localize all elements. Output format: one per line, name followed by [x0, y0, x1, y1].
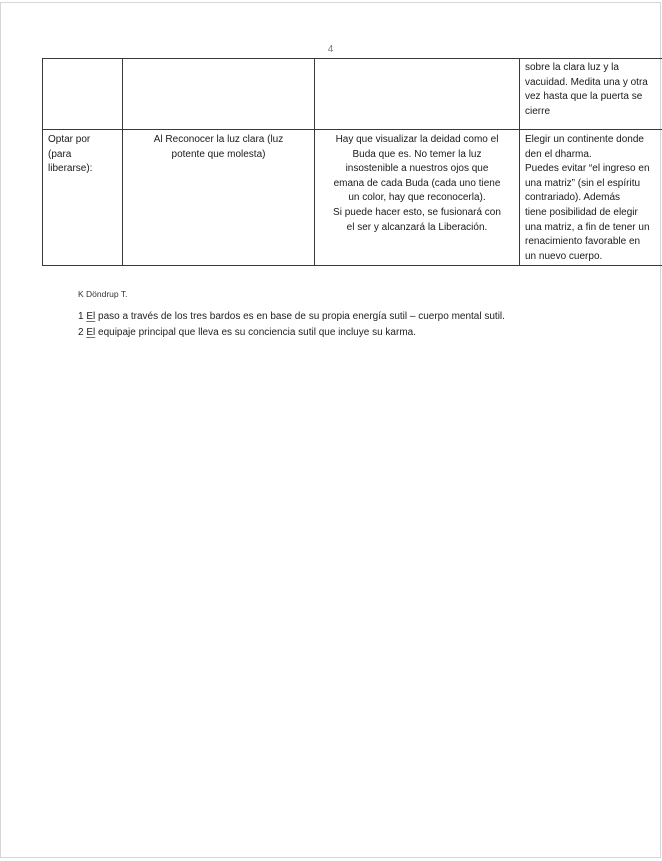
table-cell [315, 59, 520, 130]
cell-text-line: un color, hay que reconocerla). [348, 192, 486, 204]
footnote-number: 2 [78, 327, 84, 338]
cell-text-line: Optar por [48, 134, 91, 145]
cell-text-line: una matriz, a fin de tener un [525, 221, 650, 233]
cell-text-line: el ser y alcanzará la Liberación. [346, 221, 488, 233]
cell-text-line: Hay que visualizar la deidad como el [335, 134, 499, 145]
cell-text-line: vacuidad. Medita una y otra [525, 76, 648, 88]
cell-text-line: tiene posibilidad de elegir [525, 206, 638, 218]
table-row [43, 130, 662, 266]
table-cell [520, 59, 662, 130]
cell-text-line: renacimiento favorable en [525, 236, 641, 248]
table-cell [315, 130, 520, 266]
table-cell [43, 130, 123, 266]
footnote-text: equipaje principal que lleva es su conciencia sutil que incluye su karma. [95, 327, 416, 338]
table-cell [123, 59, 315, 130]
cell-text-line: vez hasta que la puerta se [525, 91, 643, 103]
footnote-number: 1 [78, 311, 84, 322]
cell-text-line: Al Reconocer la luz clara (luz [153, 134, 284, 145]
proofing-marked-word[interactable]: El [86, 327, 96, 338]
cell-text-line: den el dharma. [525, 148, 592, 160]
table-cell [520, 130, 662, 266]
footnote-text: paso a través de los tres bardos es en base de su propia energía sutil – cuerpo mental sutil. [95, 311, 505, 322]
cell-text-line: (para [48, 148, 72, 160]
cell-text-line: cierre [525, 105, 551, 117]
cell-text-line: contrariado). Además [525, 192, 621, 204]
cell-text-line: Si puede hacer esto, se fusionará con [333, 206, 501, 218]
cell-text-line: un nuevo cuerpo. [525, 250, 603, 262]
table-cell [123, 130, 315, 266]
footnote-2 [78, 327, 416, 338]
table-cell [43, 59, 123, 130]
page-number: 4 [327, 44, 334, 55]
cell-text-line: Buda que es. No temer la luz [352, 148, 482, 160]
cell-text-line: sobre la clara luz y la [525, 62, 619, 73]
cell-text-line: Elegir un continente donde [525, 134, 644, 145]
content-table [42, 58, 662, 266]
cell-text-line: potente que molesta) [171, 148, 266, 160]
cell-text-line: Puedes evitar “el ingreso en [525, 163, 650, 175]
footnote-1 [78, 311, 505, 322]
document-page [0, 2, 661, 858]
author-signature: K Döndrup T. [78, 289, 128, 299]
cell-text-line: una matriz” (sin el espíritu [525, 177, 641, 189]
table-row [43, 59, 662, 130]
proofing-marked-word[interactable]: El [86, 311, 96, 322]
cell-text-line: liberarse): [48, 163, 93, 175]
cell-text-line: insostenible a nuestros ojos que [345, 163, 489, 175]
cell-text-line: emana de cada Buda (cada uno tiene [333, 177, 501, 189]
